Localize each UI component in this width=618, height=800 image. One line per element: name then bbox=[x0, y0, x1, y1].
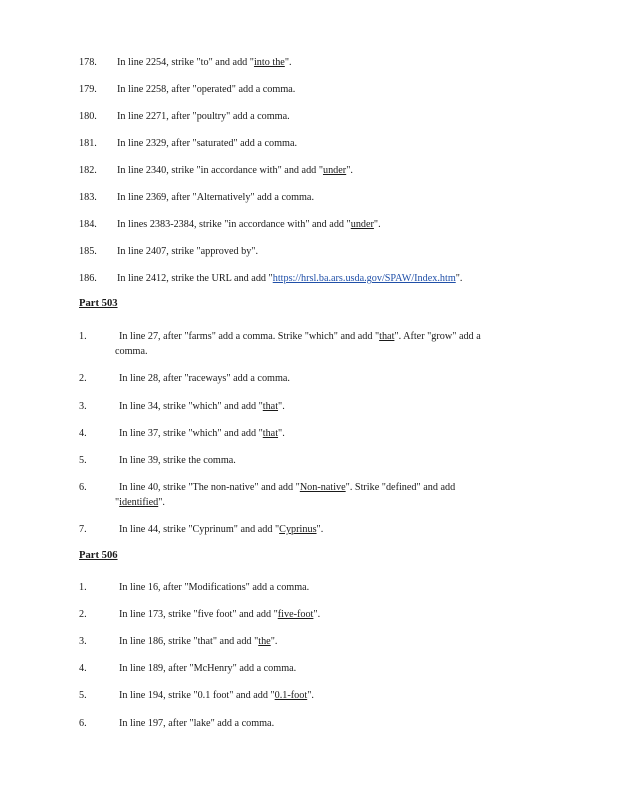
list-item bbox=[79, 55, 549, 70]
inserted-text: under bbox=[350, 219, 374, 230]
list-item bbox=[79, 136, 549, 151]
inserted-text: that bbox=[262, 401, 279, 412]
list-item bbox=[79, 163, 549, 178]
item-text: In line 2340, strike "in accordance with" and add " bbox=[117, 165, 323, 176]
list-item bbox=[79, 480, 549, 510]
item-text: In line 34, strike "which" and add " bbox=[119, 401, 263, 412]
item-text-wrap: " bbox=[115, 497, 120, 508]
list-item bbox=[79, 522, 549, 537]
item-number: 2. bbox=[79, 373, 87, 384]
item-text: In line 197, after "lake" add a comma. bbox=[119, 718, 275, 729]
item-text: In line 194, strike "0.1 foot" and add " bbox=[119, 690, 275, 701]
item-text: In line 186, strike "that" and add " bbox=[119, 636, 259, 647]
item-number: 183. bbox=[79, 192, 97, 203]
item-number: 178. bbox=[79, 57, 97, 68]
item-text-end: ". bbox=[158, 497, 165, 508]
list-item bbox=[79, 426, 549, 441]
list-item bbox=[79, 453, 549, 468]
inserted-text: Cyprinus bbox=[279, 524, 317, 535]
inserted-text: Non-native bbox=[299, 482, 346, 493]
item-number: 180. bbox=[79, 111, 97, 122]
inserted-text: identified bbox=[119, 497, 159, 508]
item-text: In line 27, after "farms" add a comma. Strike "which" and add " bbox=[119, 331, 380, 342]
item-number: 5. bbox=[79, 455, 87, 466]
item-number: 2. bbox=[79, 609, 87, 620]
list-item bbox=[79, 217, 549, 232]
item-text: In line 2271, after "poultry" add a comma. bbox=[117, 111, 290, 122]
list-item bbox=[79, 371, 549, 386]
item-text-end: ". bbox=[373, 219, 381, 230]
item-text: In line 37, strike "which" and add " bbox=[119, 428, 263, 439]
item-number: 186. bbox=[79, 273, 97, 284]
list-item bbox=[79, 190, 549, 205]
item-text: In line 39, strike the comma. bbox=[119, 455, 236, 466]
inserted-text: into the bbox=[253, 57, 285, 68]
item-text-end: ". bbox=[278, 428, 285, 439]
item-text-end: ". bbox=[284, 57, 292, 68]
item-number: 3. bbox=[79, 401, 87, 412]
item-text: In line 2412, strike the URL and add " bbox=[117, 273, 273, 284]
list-item bbox=[79, 271, 549, 286]
item-text-end: ". bbox=[346, 165, 353, 176]
inserted-text: that bbox=[262, 428, 279, 439]
item-number: 1. bbox=[79, 331, 87, 342]
item-text-continued: ". Strike "defined" and add bbox=[345, 482, 456, 493]
item-text: In line 2254, strike "to" and add " bbox=[117, 57, 254, 68]
list-item bbox=[79, 109, 549, 124]
list-item bbox=[79, 688, 549, 703]
item-text: In line 2369, after "Alternatively" add a comma. bbox=[117, 192, 314, 203]
item-number: 4. bbox=[79, 663, 87, 674]
item-number: 5. bbox=[79, 690, 87, 701]
list-item bbox=[79, 580, 549, 595]
item-text-end: ". bbox=[307, 690, 314, 701]
list-item bbox=[79, 244, 549, 259]
item-text-end: ". bbox=[270, 636, 278, 647]
list-item bbox=[79, 661, 549, 676]
item-text: In line 2329, after "saturated" add a comma. bbox=[117, 138, 298, 149]
item-number: 181. bbox=[79, 138, 97, 149]
item-text-end: ". bbox=[316, 524, 324, 535]
usda-url-link[interactable]: https://hrsl.ba.ars.usda.gov/SPAW/Index.htm bbox=[272, 273, 456, 284]
section-heading-part-506: Part 506 bbox=[79, 550, 118, 561]
item-text: In line 40, strike "The non-native" and add " bbox=[119, 482, 300, 493]
item-number: 182. bbox=[79, 165, 97, 176]
item-number: 6. bbox=[79, 718, 87, 729]
item-text: In line 16, after "Modifications" add a comma. bbox=[119, 582, 310, 593]
item-number: 179. bbox=[79, 84, 97, 95]
item-text: In line 44, strike "Cyprinum" and add " bbox=[119, 524, 280, 535]
inserted-text: under bbox=[322, 165, 347, 176]
inserted-text: that bbox=[379, 331, 395, 342]
inserted-text: five-foot bbox=[277, 609, 314, 620]
item-number: 184. bbox=[79, 219, 97, 230]
item-text: In line 28, after "raceways" add a comma. bbox=[119, 373, 290, 384]
item-text: In line 173, strike "five foot" and add " bbox=[119, 609, 278, 620]
item-text: In line 2407, strike "approved by". bbox=[117, 246, 259, 257]
inserted-text: 0.1-foot bbox=[274, 690, 308, 701]
list-item bbox=[79, 329, 549, 359]
item-number: 6. bbox=[79, 482, 87, 493]
item-number: 185. bbox=[79, 246, 97, 257]
item-text-end: ". bbox=[278, 401, 285, 412]
item-text-continued: ". After "grow" add a bbox=[394, 331, 481, 342]
item-text-end: ". bbox=[313, 609, 321, 620]
inserted-text: the bbox=[258, 636, 271, 647]
item-text-end: ". bbox=[455, 273, 463, 284]
item-text-wrap: comma. bbox=[115, 346, 148, 357]
list-item bbox=[79, 716, 549, 731]
list-item bbox=[79, 634, 549, 649]
list-item bbox=[79, 82, 549, 97]
item-number: 4. bbox=[79, 428, 87, 439]
item-text: In line 2258, after "operated" add a comma. bbox=[117, 84, 296, 95]
list-item bbox=[79, 607, 549, 622]
section-heading-part-503: Part 503 bbox=[79, 298, 118, 309]
item-number: 3. bbox=[79, 636, 87, 647]
item-text: In line 189, after "McHenry" add a comma. bbox=[119, 663, 297, 674]
item-text: In lines 2383-2384, strike "in accordance with" and add " bbox=[117, 219, 351, 230]
item-number: 1. bbox=[79, 582, 87, 593]
item-number: 7. bbox=[79, 524, 87, 535]
list-item bbox=[79, 399, 549, 414]
